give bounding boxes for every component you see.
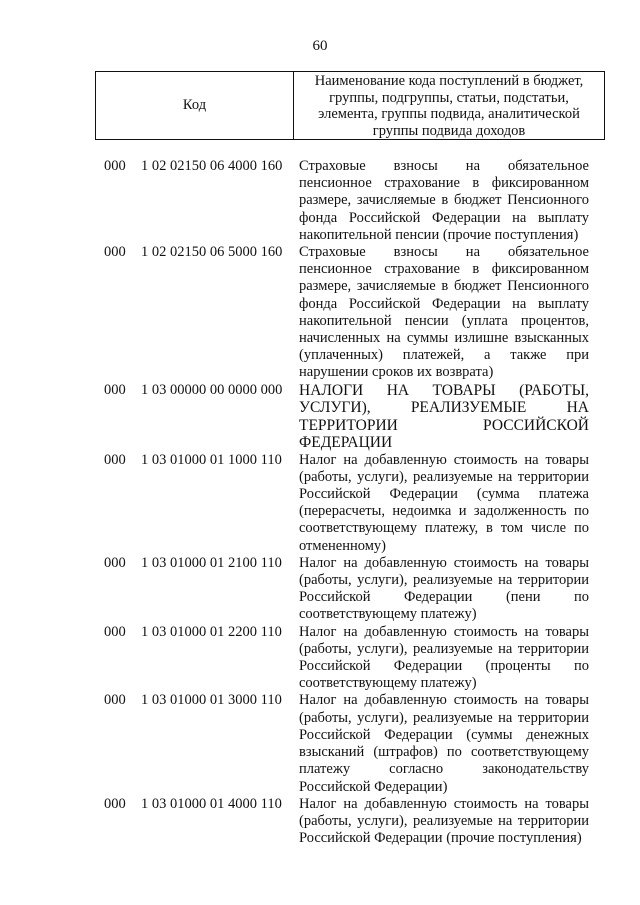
table-row: [0, 244, 640, 382]
row-revenue-code: 1 03 01000 01 1000 110: [141, 451, 282, 468]
row-revenue-code: 1 02 02150 06 4000 160: [141, 158, 283, 174]
row-revenue-code: 1 03 00000 00 0000 000: [141, 381, 283, 398]
table-row: [0, 452, 640, 555]
table-body: [0, 158, 640, 847]
row-admin-code: 000: [104, 554, 126, 571]
row-admin-code: 000: [104, 244, 126, 261]
row-revenue-code: 1 03 01000 01 2200 110: [141, 623, 282, 640]
row-revenue-code: 1 03 01000 01 2100 110: [141, 554, 282, 571]
row-description: Налог на добавленную стоимость на товары (работы, услуги), реализуемые на территории Российской Федерации (суммы денежных взысканий (штрафов) по соответствующему платежу согласно законодательству Российской Федерации): [299, 692, 589, 795]
page-number: 60: [312, 38, 328, 54]
table-row: [0, 555, 640, 624]
row-admin-code: 000: [104, 623, 126, 640]
row-admin-code: 000: [104, 795, 126, 812]
table-row: [0, 692, 640, 795]
row-revenue-code: 1 02 02150 06 5000 160: [141, 244, 283, 261]
row-description: Страховые взносы на обязательное пенсионное страхование в фиксированном размере, зачисляемые в бюджет Пенсионного фонда Российской Федерации на выплату накопительной пенсии (уплата процентов, начисленных на суммы излишне взысканных (уплаченных) платежей, а также при нарушении сроков их возврата): [299, 244, 589, 381]
header-name: Наименование кода поступлений в бюджет, группы, подгруппы, статьи, подстатьи, элемента, группы подвида, аналитической группы подвида доходов: [294, 72, 605, 140]
row-admin-code: 000: [104, 381, 126, 398]
row-description: Налог на добавленную стоимость на товары (работы, услуги), реализуемые на территории Российской Федерации (пени по соответствующему платежу): [299, 554, 589, 623]
row-description: Налог на добавленную стоимость на товары (работы, услуги), реализуемые на территории Российской Федерации (сумма платежа (перерасчеты, недоимка и задолженность по соответствующему платежу, в том числе по отмененному): [299, 451, 589, 554]
row-description: Налог на добавленную стоимость на товары (работы, услуги), реализуемые на территории Российской Федерации (проценты по соответствующему платежу): [299, 623, 589, 692]
row-admin-code: 000: [104, 451, 126, 468]
table-row: [0, 382, 640, 452]
row-admin-code: 000: [104, 158, 126, 174]
table-header: [95, 71, 605, 140]
row-description: НАЛОГИ НА ТОВАРЫ (РАБОТЫ, УСЛУГИ), РЕАЛИЗУЕМЫЕ НА ТЕРРИТОРИИ РОССИЙСКОЙ ФЕДЕРАЦИИ: [299, 381, 589, 452]
row-description: Налог на добавленную стоимость на товары (работы, услуги), реализуемые на территории Российской Федерации (прочие поступления): [299, 795, 589, 847]
row-description: Страховые взносы на обязательное пенсионное страхование в фиксированном размере, зачисляемые в бюджет Пенсионного фонда Российской Федерации на выплату накопительной пенсии (прочие поступления): [299, 158, 589, 243]
row-admin-code: 000: [104, 692, 126, 709]
table-row: [0, 158, 640, 244]
table-row: [0, 796, 640, 848]
header-code: Код: [96, 72, 294, 140]
row-revenue-code: 1 03 01000 01 4000 110: [141, 795, 282, 812]
row-revenue-code: 1 03 01000 01 3000 110: [141, 692, 282, 709]
table-row: [0, 624, 640, 693]
